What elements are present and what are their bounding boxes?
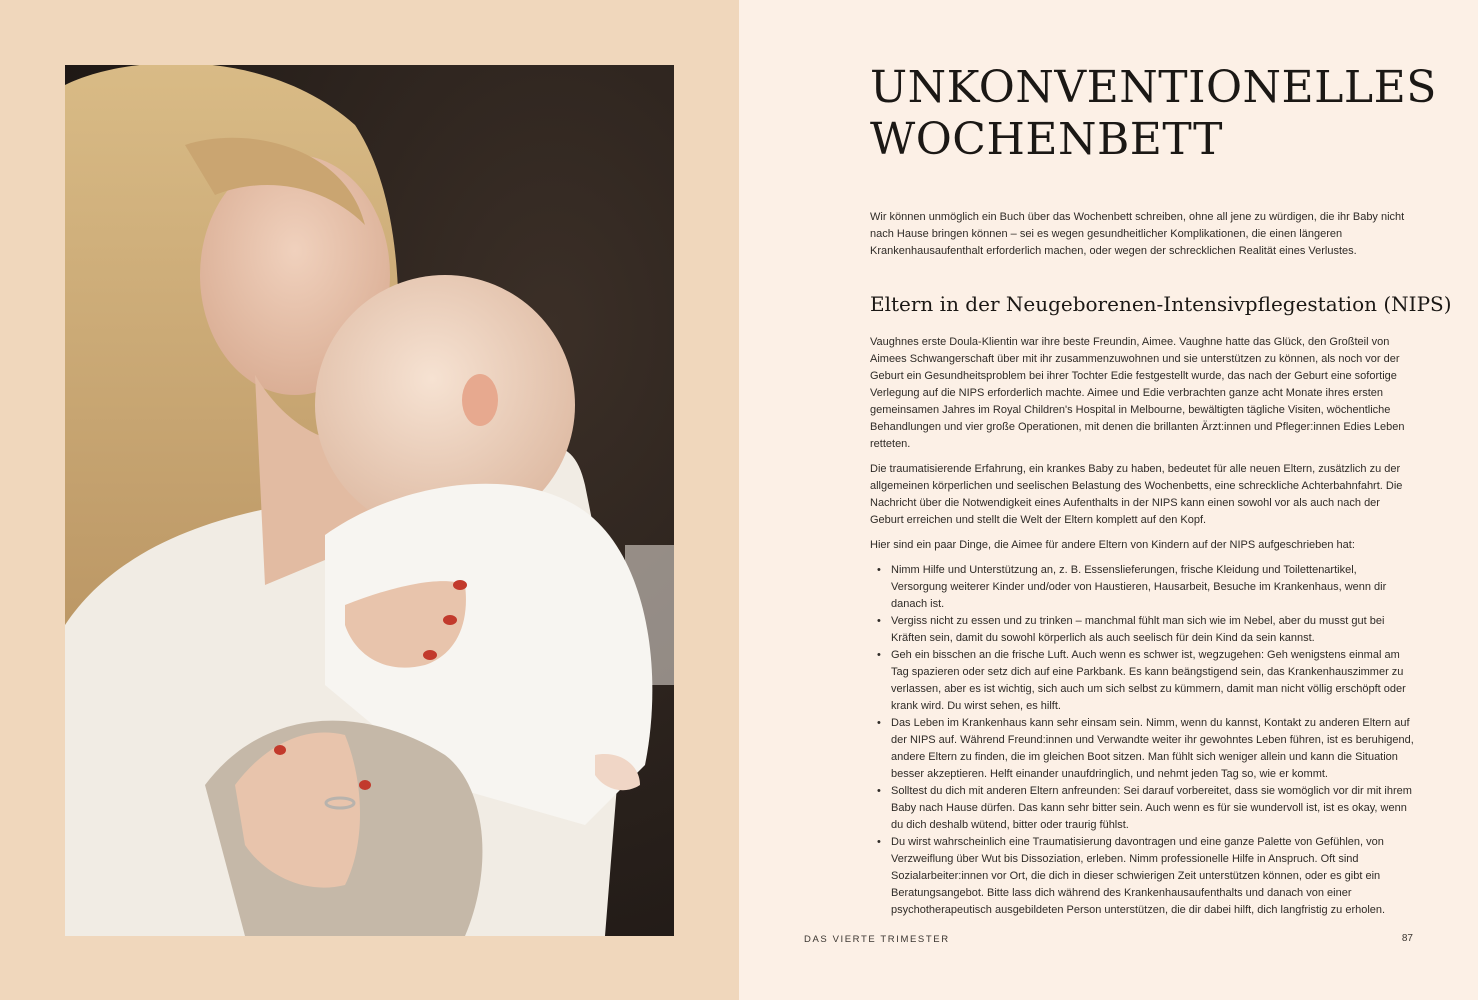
bullet-icon: • <box>877 649 881 661</box>
right-page <box>739 0 1478 1000</box>
paragraph: Hier sind ein paar Dinge, die Aimee für andere Eltern von Kindern auf der NIPS aufgeschrieben hat: <box>870 539 1355 551</box>
list-item <box>870 834 1415 919</box>
intro-paragraph: Wir können unmöglich ein Buch über das Wochenbett schreiben, ohne all jene zu würdigen, die ihr Baby nicht nach Hause bringen können – sei es wegen gesundheitlicher Komplikationen, die einen längeren Krankenhausaufenthalt erforderlich machen, oder wegen der schrecklichen Realität eines Verlustes. <box>870 211 1405 257</box>
paragraph: Die traumatisierende Erfahrung, ein krankes Baby zu haben, bedeutet für alle neuen Eltern, zusätzlich zu der allgemeinen körperlichen und seelischen Belastung des Wochenbetts, eine schreckliche Achterbahnfahrt. Die Nachricht über die Notwendigkeit eines Aufenthalts in der NIPS kann einen sowohl vor als auch nach der Geburt erreichen und stellt die Welt der Eltern komplett auf den Kopf. <box>870 463 1403 526</box>
chapter-title-line-2: WOCHENBETT <box>870 114 1223 165</box>
page-number: 87 <box>1401 933 1413 944</box>
photo-illustration <box>65 65 674 936</box>
list-item <box>870 783 1415 834</box>
list-item-text: Du wirst wahrscheinlich eine Traumatisierung davontragen und eine ganze Palette von Gefühlen, von Verzweiflung über Wut bis Dissoziation, erleben. Nimm professionelle Hilfe in Anspruch. Oft sind Sozialarbeiter:innen vor Ort, die dich in dieser schwierigen Zeit unterstützen können, oder es gibt ein Beratungsangebot. Bitte lass dich während des Krankenhausaufenthalts und danach von einer psychotherapeutisch ausgebildeten Person unterstützen, die dir dabei hilft, dich langfristig zu erholen. <box>891 836 1386 916</box>
list-item-text: Das Leben im Krankenhaus kann sehr einsam sein. Nimm, wenn du kannst, Kontakt zu anderen Eltern auf der NIPS auf. Während Freund:innen und Verwandte weiter ihr gewohntes Leben führen, ist es beruhigend, andere Eltern zu finden, die im gleichen Boot sitzen. Man fühlt sich weniger allein und kann die Situation besser akzeptieren. Helft einander unaufdringlich, und nehmt jeden Tag so, wie er kommt. <box>891 717 1414 780</box>
list-item-text: Vergiss nicht zu essen und zu trinken – manchmal fühlt man sich wie im Nebel, aber du musst gut bei Kräften sein, damit du sowohl körperlich als auch seelisch für dein Kind da sein kannst. <box>891 615 1385 644</box>
list-item-text: Nimm Hilfe und Unterstützung an, z. B. Essenslieferungen, frische Kleidung und Toilettenartikel, Versorgung weiterer Kinder und/oder von Haustieren, Hausarbeit, Besuche im Krankenhaus, wenn dir danach ist. <box>891 564 1387 610</box>
photo-mother-holding-baby <box>65 65 674 936</box>
list-item <box>870 647 1415 715</box>
bullet-icon: • <box>877 564 881 576</box>
bullet-icon: • <box>877 717 881 729</box>
bullet-icon: • <box>877 785 881 797</box>
list-item <box>870 613 1415 647</box>
body-text <box>870 334 1415 919</box>
bullet-icon: • <box>877 615 881 627</box>
tips-list <box>870 562 1415 919</box>
list-item-text: Geh ein bisschen an die frische Luft. Auch wenn es schwer ist, wegzugehen: Geh wenigstens einmal am Tag spazieren oder setz dich auf eine Parkbank. Es kann beängstigend sein, das Krankenhauszimmer zu verlassen, aber es ist wichtig, sich auch um sich selbst zu kümmern, damit man nicht völlig erschöpft oder krank wird. Du wirst sehen, es hilft. <box>891 649 1406 712</box>
paragraph: Vaughnes erste Doula-Klientin war ihre beste Freundin, Aimee. Vaughne hatte das Glück, den Großteil von Aimees Schwangerschaft über mit ihr zusammenzuwohnen und sie unterstützen zu können, als noch vor der Geburt ein Gesundheitsproblem bei ihrer Tochter Edie festgestellt wurde, das nach der Geburt eine sofortige Verlegung auf die NIPS erforderlich machte. Aimee und Edie verbrachten ganze acht Monate ihres ersten gemeinsamen Jahres im Royal Children's Hospital in Melbourne, bewältigten tägliche Visiten, wöchentliche Behandlungen und vier große Operationen, mit denen die brillanten Ärzt:innen und Pfleger:innen Edies Leben retteten. <box>870 336 1405 450</box>
chapter-title <box>870 62 1437 166</box>
list-item <box>870 562 1415 613</box>
list-item <box>870 715 1415 783</box>
section-heading: Eltern in der Neugeborenen-Intensivpflegestation (NIPS) <box>870 292 1452 316</box>
chapter-title-line-1: UNKONVENTIONELLES <box>870 62 1437 113</box>
running-footer-section: DAS VIERTE TRIMESTER <box>804 934 950 945</box>
bullet-icon: • <box>877 836 881 848</box>
list-item-text: Solltest du dich mit anderen Eltern anfreunden: Sei darauf vorbereitet, dass sie womöglich vor dir mit ihrem Baby nach Hause dürfen. Das kann sehr bitter sein. Auch wenn es für sie wundervoll ist, ist es okay, wenn du dich deshalb wütend, bitter oder traurig fühlst. <box>891 785 1412 831</box>
